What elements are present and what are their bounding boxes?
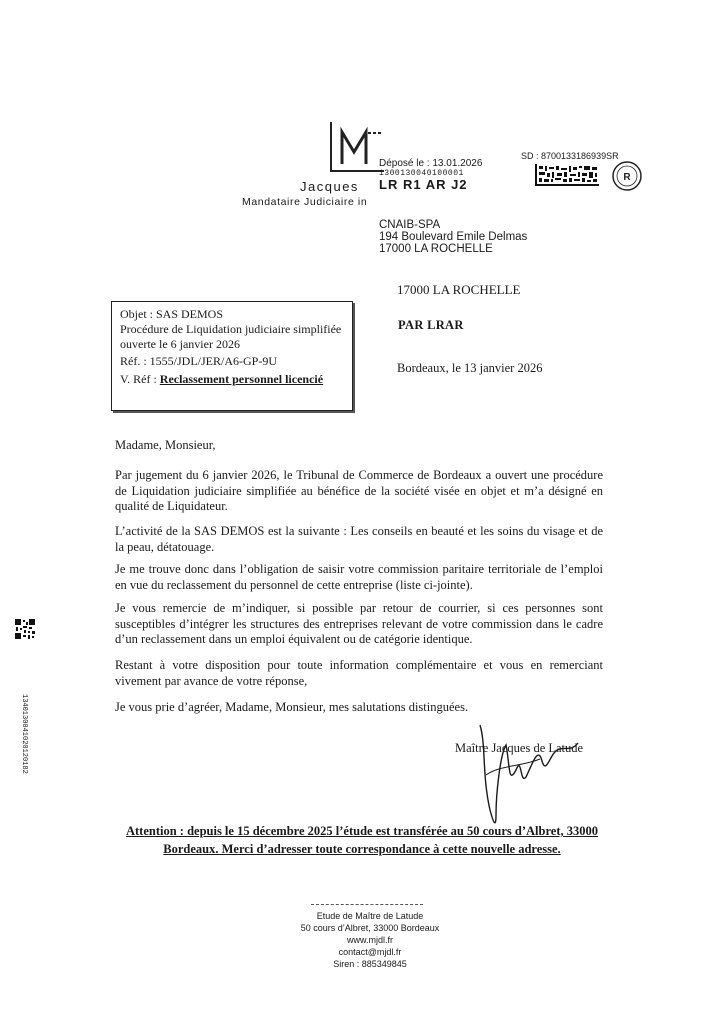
- footer-siren: Siren : 885349845: [333, 959, 407, 969]
- footer-email[interactable]: contact@mjdl.fr: [338, 947, 402, 957]
- qr-code-icon: [15, 619, 35, 639]
- footer-divider: [311, 904, 423, 905]
- sd-code: SD : 8700133186939SR: [521, 151, 619, 161]
- recipient-address: [379, 219, 527, 255]
- footer-website[interactable]: www.mjdl.fr: [346, 935, 393, 945]
- attention-notice: [122, 822, 602, 858]
- reference-line: Réf. : 1555/JDL/JER/A6-GP-9U: [120, 354, 277, 368]
- registered-letter-code: LR R1 AR J2: [379, 177, 468, 192]
- your-reference-label: V. Réf :: [120, 372, 157, 386]
- salutation: Madame, Monsieur,: [115, 438, 216, 452]
- footer: [286, 910, 454, 970]
- object-box: [111, 301, 353, 411]
- procedure-date-line: ouverte le 6 janvier 2026: [120, 337, 240, 351]
- recipient-line: 17000 LA ROCHELLE: [379, 243, 493, 255]
- deposit-date: Déposé le : 13.01.2026: [379, 158, 483, 169]
- paragraph: Restant à votre disposition pour toute information complémentaire et vous en remerciant vivement par avance de votre réponse,: [115, 658, 603, 688]
- firm-logo: [328, 118, 386, 176]
- footer-line: 50 cours d’Albret, 33000 Bordeaux: [300, 923, 440, 933]
- city-line: 17000 LA ROCHELLE: [397, 282, 521, 297]
- firm-name: Jacques: [300, 179, 359, 194]
- attention-line: Bordeaux. Merci d’adresser toute correspondance à cette nouvelle adresse.: [163, 842, 561, 856]
- paragraph: Je vous remercie de m’indiquer, si possible par retour de courrier, si ces personnes sont susceptibles d’intégrer les structures des entreprises relevant de votre commission dans le cadre d’un reclassement dans un emploi équivalent ou de catégorie identique.: [115, 601, 603, 646]
- deposit-code: 1300130040100001: [379, 169, 464, 178]
- your-reference-line: [120, 372, 323, 387]
- letter-date: Bordeaux, le 13 janvier 2026: [397, 361, 543, 375]
- paragraph: Je me trouve donc dans l’obligation de saisir votre commission paritaire territoriale de l’emploi en vue du reclassement du personnel de cette entreprise (liste ci-jointe).: [115, 562, 603, 592]
- firm-subtitle: Mandataire Judiciaire in: [242, 196, 368, 208]
- footer-line: Etude de Maître de Latude: [316, 911, 424, 921]
- procedure-line: Procédure de Liquidation judiciaire simplifiée: [120, 322, 342, 336]
- your-reference-value: Reclassement personnel licencié: [159, 372, 324, 386]
- object-line: Objet : SAS DEMOS: [120, 307, 224, 321]
- paragraph: Par jugement du 6 janvier 2026, le Tribunal de Commerce de Bordeaux a ouvert une procédure de Liquidation judiciaire simplifiée au bénéfice de la société visée en objet et m’a désigné en qualité de Liquidateur.: [115, 468, 603, 513]
- paragraph: Je vous prie d’agréer, Madame, Monsieur, mes salutations distinguées.: [115, 700, 469, 714]
- recipient-line: CNAIB-SPA: [379, 219, 441, 231]
- recipient-line: 194 Boulevard Emile Delmas: [379, 231, 528, 243]
- svg-text:R: R: [623, 172, 631, 183]
- handwritten-signature: [460, 715, 590, 830]
- signatory-name: Maître Jacques de Latude: [455, 741, 584, 755]
- postal-stamp-icon: [611, 160, 643, 192]
- delivery-mode: PAR LRAR: [398, 318, 464, 332]
- paragraph: L’activité de la SAS DEMOS est la suivante : Les conseils en beauté et les soins du visage et de la peau, détatouage.: [115, 524, 603, 554]
- datamatrix-icon: [535, 164, 599, 186]
- attention-line: Attention : depuis le 15 décembre 2025 l’étude est transférée au 50 cours d’Albret, 33000: [125, 824, 599, 838]
